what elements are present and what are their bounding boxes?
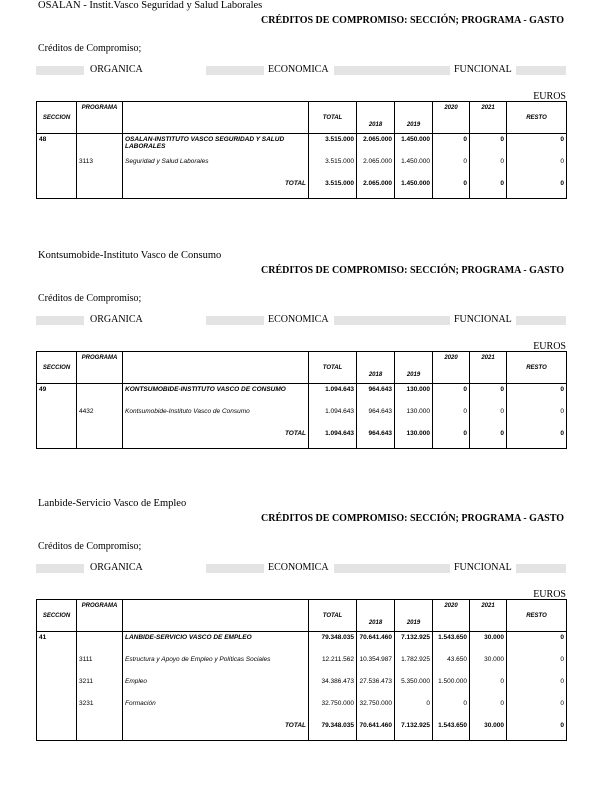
table-row (37, 154, 567, 176)
programa-cell (77, 134, 123, 155)
program-name-cell: Empleo (123, 674, 309, 696)
entity-title: Lanbide-Servicio Vasco de Empleo (38, 498, 187, 509)
table-row (37, 652, 567, 674)
table-header-row (37, 352, 567, 384)
organica-label: ORGANICA (90, 314, 143, 325)
total-cell: 34.386.473 (309, 674, 357, 696)
column-header-description (123, 600, 309, 632)
dotted-fill (516, 316, 566, 325)
section-header-row (37, 632, 567, 653)
total-cell: 12.211.562 (309, 652, 357, 674)
column-header-2021: 2021 (470, 352, 507, 384)
section-code-cell: 49 (37, 384, 77, 405)
total-cell: 1.094.643 (309, 426, 357, 449)
total-cell: 1.094.643 (309, 384, 357, 405)
y2019-cell: 130.000 (395, 404, 433, 426)
column-header-programa: PROGRAMA (77, 600, 123, 632)
dotted-fill (334, 66, 450, 75)
y2020-cell: 0 (433, 404, 470, 426)
column-header-2018: 2018 (357, 600, 395, 632)
y2021-cell: 0 (470, 384, 507, 405)
y2018-cell: 2.065.000 (357, 176, 395, 199)
table-header-row (37, 102, 567, 134)
classification-band (36, 564, 566, 573)
seccion-cell (37, 652, 77, 674)
programa-cell (77, 632, 123, 653)
section-name-cell: OSALAN-INSTITUTO VASCO SEGURIDAD Y SALUD LABORALES (123, 134, 309, 155)
column-header-total: TOTAL (309, 102, 357, 134)
classification-band (36, 316, 566, 325)
total-cell: 3.515.000 (309, 134, 357, 155)
resto-cell: 0 (507, 696, 567, 718)
column-header-2018: 2018 (357, 352, 395, 384)
y2021-cell: 30.000 (470, 632, 507, 653)
resto-cell: 0 (507, 426, 567, 449)
y2020-cell: 1.543.650 (433, 632, 470, 653)
column-header-2020: 2020 (433, 352, 470, 384)
total-cell: 79.348.035 (309, 632, 357, 653)
column-header-2019: 2019 (395, 600, 433, 632)
y2021-cell: 30.000 (470, 652, 507, 674)
program-name-cell: Kontsumobide-Instituto Vasco de Consumo (123, 404, 309, 426)
total-label-cell: TOTAL (123, 176, 309, 199)
program-code-cell: 3231 (77, 696, 123, 718)
y2018-cell: 10.354.987 (357, 652, 395, 674)
organica-label: ORGANICA (90, 64, 143, 75)
total-label-cell: TOTAL (123, 718, 309, 741)
dotted-fill (206, 66, 264, 75)
y2020-cell: 0 (433, 426, 470, 449)
section-code-cell: 48 (37, 134, 77, 155)
column-header-programa: PROGRAMA (77, 352, 123, 384)
economica-label: ECONOMICA (268, 314, 329, 325)
resto-cell: 0 (507, 134, 567, 155)
resto-cell: 0 (507, 384, 567, 405)
y2020-cell: 1.500.000 (433, 674, 470, 696)
credits-label: Créditos de Compromiso; (38, 293, 142, 304)
y2018-cell: 27.536.473 (357, 674, 395, 696)
credits-label: Créditos de Compromiso; (38, 43, 142, 54)
y2019-cell: 7.132.925 (395, 718, 433, 741)
y2021-cell: 0 (470, 426, 507, 449)
column-header-2021: 2021 (470, 102, 507, 134)
entity-title: OSALAN - Instit.Vasco Seguridad y Salud Laborales (38, 0, 263, 11)
y2018-cell: 964.643 (357, 404, 395, 426)
resto-cell: 0 (507, 674, 567, 696)
programa-cell (77, 426, 123, 449)
column-header-total: TOTAL (309, 600, 357, 632)
credits-table (36, 351, 567, 449)
y2019-cell: 0 (395, 696, 433, 718)
total-cell: 3.515.000 (309, 176, 357, 199)
y2020-cell: 0 (433, 696, 470, 718)
economica-label: ECONOMICA (268, 562, 329, 573)
classification-band (36, 66, 566, 75)
y2020-cell: 43.650 (433, 652, 470, 674)
total-row (37, 426, 567, 449)
total-cell: 32.750.000 (309, 696, 357, 718)
column-header-resto: RESTO (507, 600, 567, 632)
organica-label: ORGANICA (90, 562, 143, 573)
credits-table (36, 101, 567, 199)
y2021-cell: 0 (470, 404, 507, 426)
table-row (37, 674, 567, 696)
dotted-fill (36, 564, 84, 573)
y2020-cell: 0 (433, 176, 470, 199)
y2019-cell: 5.350.000 (395, 674, 433, 696)
currency-label: EUROS (533, 91, 566, 102)
column-header-2021: 2021 (470, 600, 507, 632)
y2020-cell: 0 (433, 154, 470, 176)
y2019-cell: 130.000 (395, 426, 433, 449)
y2021-cell: 0 (470, 696, 507, 718)
program-code-cell: 3111 (77, 652, 123, 674)
y2019-cell: 1.450.000 (395, 154, 433, 176)
entity-title: Kontsumobide-Instituto Vasco de Consumo (38, 250, 222, 261)
y2021-cell: 0 (470, 176, 507, 199)
program-code-cell: 3113 (77, 154, 123, 176)
currency-label: EUROS (533, 341, 566, 352)
total-label-cell: TOTAL (123, 426, 309, 449)
y2020-cell: 0 (433, 384, 470, 405)
report-title: CRÉDITOS DE COMPROMISO: SECCIÓN; PROGRAMA - GASTO (261, 15, 564, 26)
program-name-cell: Estructura y Apoyo de Empleo y Políticas Sociales (123, 652, 309, 674)
column-header-2019: 2019 (395, 352, 433, 384)
program-code-cell: 4432 (77, 404, 123, 426)
seccion-cell (37, 176, 77, 199)
funcional-label: FUNCIONAL (454, 64, 512, 75)
column-header-seccion: SECCION (37, 600, 77, 632)
dotted-fill (206, 316, 264, 325)
dotted-fill (334, 316, 450, 325)
y2019-cell: 1.450.000 (395, 134, 433, 155)
report-title: CRÉDITOS DE COMPROMISO: SECCIÓN; PROGRAMA - GASTO (261, 513, 564, 524)
dotted-fill (516, 66, 566, 75)
programa-cell (77, 718, 123, 741)
y2021-cell: 0 (470, 134, 507, 155)
program-code-cell: 3211 (77, 674, 123, 696)
total-row (37, 718, 567, 741)
column-header-description (123, 352, 309, 384)
column-header-programa: PROGRAMA (77, 102, 123, 134)
dotted-fill (516, 564, 566, 573)
section-name-cell: LANBIDE-SERVICIO VASCO DE EMPLEO (123, 632, 309, 653)
total-cell: 79.348.035 (309, 718, 357, 741)
y2019-cell: 1.450.000 (395, 176, 433, 199)
credits-label: Créditos de Compromiso; (38, 541, 142, 552)
seccion-cell (37, 718, 77, 741)
y2019-cell: 130.000 (395, 384, 433, 405)
y2018-cell: 70.641.460 (357, 632, 395, 653)
section-header-row (37, 134, 567, 155)
column-header-description (123, 102, 309, 134)
y2021-cell: 0 (470, 154, 507, 176)
y2021-cell: 30.000 (470, 718, 507, 741)
column-header-resto: RESTO (507, 102, 567, 134)
section-name-cell: KONTSUMOBIDE-INSTITUTO VASCO DE CONSUMO (123, 384, 309, 405)
budget-section (0, 0, 604, 240)
seccion-cell (37, 674, 77, 696)
section-code-cell: 41 (37, 632, 77, 653)
table-header-row (37, 600, 567, 632)
column-header-2020: 2020 (433, 600, 470, 632)
y2019-cell: 7.132.925 (395, 632, 433, 653)
seccion-cell (37, 154, 77, 176)
resto-cell: 0 (507, 652, 567, 674)
y2018-cell: 32.750.000 (357, 696, 395, 718)
resto-cell: 0 (507, 718, 567, 741)
resto-cell: 0 (507, 176, 567, 199)
dotted-fill (36, 316, 84, 325)
programa-cell (77, 176, 123, 199)
column-header-2020: 2020 (433, 102, 470, 134)
program-name-cell: Formación (123, 696, 309, 718)
seccion-cell (37, 696, 77, 718)
program-name-cell: Seguridad y Salud Laborales (123, 154, 309, 176)
y2018-cell: 964.643 (357, 426, 395, 449)
dotted-fill (36, 66, 84, 75)
y2018-cell: 70.641.460 (357, 718, 395, 741)
y2018-cell: 2.065.000 (357, 154, 395, 176)
funcional-label: FUNCIONAL (454, 562, 512, 573)
budget-section (0, 498, 604, 738)
total-row (37, 176, 567, 199)
y2020-cell: 0 (433, 134, 470, 155)
resto-cell: 0 (507, 632, 567, 653)
currency-label: EUROS (533, 589, 566, 600)
column-header-2018: 2018 (357, 102, 395, 134)
column-header-total: TOTAL (309, 352, 357, 384)
economica-label: ECONOMICA (268, 64, 329, 75)
column-header-resto: RESTO (507, 352, 567, 384)
y2021-cell: 0 (470, 674, 507, 696)
dotted-fill (334, 564, 450, 573)
total-cell: 1.094.643 (309, 404, 357, 426)
table-row (37, 696, 567, 718)
y2018-cell: 2.065.000 (357, 134, 395, 155)
resto-cell: 0 (507, 404, 567, 426)
section-header-row (37, 384, 567, 405)
credits-table (36, 599, 567, 741)
column-header-2019: 2019 (395, 102, 433, 134)
y2020-cell: 1.543.650 (433, 718, 470, 741)
column-header-seccion: SECCION (37, 352, 77, 384)
dotted-fill (206, 564, 264, 573)
table-row (37, 404, 567, 426)
total-cell: 3.515.000 (309, 154, 357, 176)
y2018-cell: 964.643 (357, 384, 395, 405)
seccion-cell (37, 404, 77, 426)
programa-cell (77, 384, 123, 405)
column-header-seccion: SECCION (37, 102, 77, 134)
seccion-cell (37, 426, 77, 449)
funcional-label: FUNCIONAL (454, 314, 512, 325)
resto-cell: 0 (507, 154, 567, 176)
budget-section (0, 250, 604, 490)
y2019-cell: 1.782.925 (395, 652, 433, 674)
report-title: CRÉDITOS DE COMPROMISO: SECCIÓN; PROGRAMA - GASTO (261, 265, 564, 276)
